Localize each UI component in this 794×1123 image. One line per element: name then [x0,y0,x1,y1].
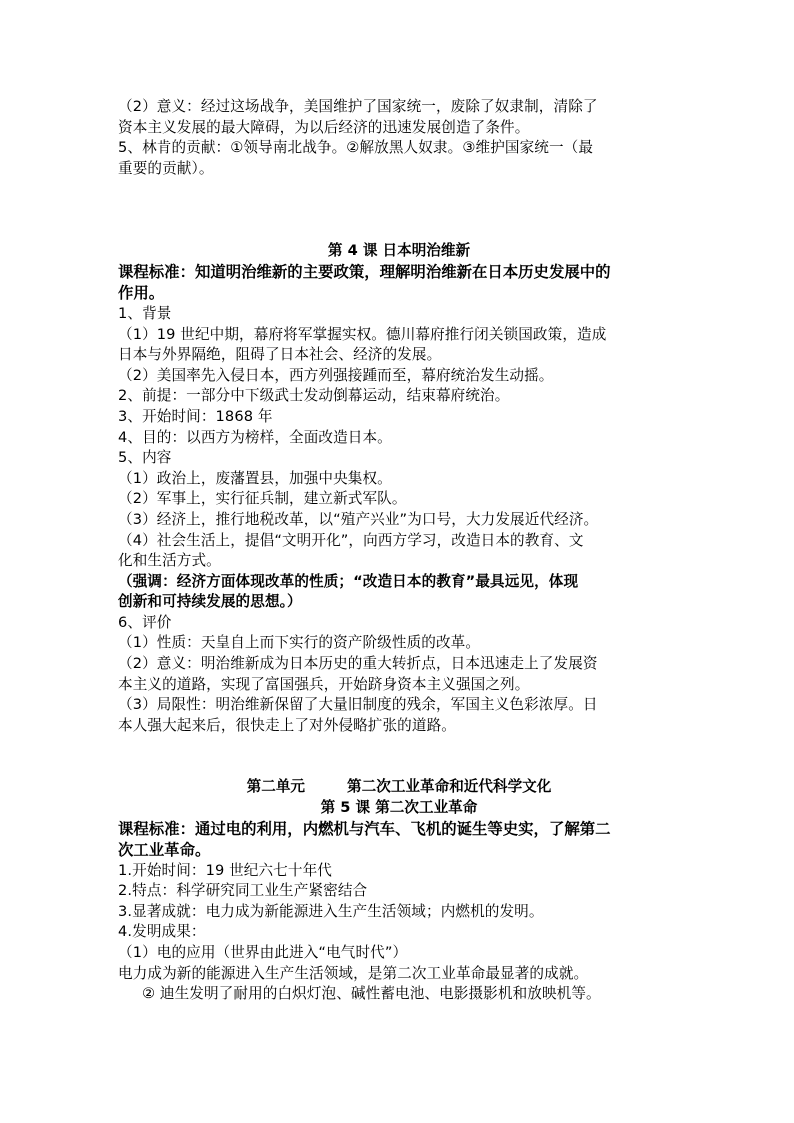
text-line: 2、前提：一部分中下级武士发动倒幕运动，结束幕府统治。 [118,387,510,405]
text-line: 2.特点：科学研究同工业生产紧密结合 [118,882,368,900]
emphasis-line: （强调：经济方面体现改革的性质；“改造日本的教育”最具远见，体现 [118,572,579,590]
text-line: 3.显著成就：电力成为新能源进入生产生活领域；内燃机的发明。 [118,902,544,920]
text-line: 1.开始时间：19 世纪六七十年代 [118,861,332,879]
text-line: （2）军事上，实行征兵制，建立新式军队。 [118,490,407,508]
text-line: 4、目的：以西方为榜样，全面改造日本。 [118,428,392,446]
lesson-4-title: 第 4 课 日本明治维新 [327,242,471,260]
prev-section [118,97,680,179]
text-line: （3）经济上，推行地税改革，以“殖产兴业”为口号，大力发展近代经济。 [118,510,599,528]
lesson-4-standard-line: 作用。 [118,283,165,302]
lesson-5-standard-line: 课程标准：通过电的利用，内燃机与汽车、飞机的诞生等史实，了解第二 [118,819,611,838]
lesson-4-standard-line: 课程标准：知道明治维新的主要政策，理解明治维新在日本历史发展中的 [118,262,611,281]
text-line: 日本与外界隔绝，阻碍了日本社会、经济的发展。 [118,346,442,364]
text-line: 本主义的道路，实现了富国强兵，开始跻身资本主义强国之列。 [118,675,530,693]
text-line: （1）电的应用（世界由此进入“电气时代”） [118,944,408,961]
spacer [118,736,680,777]
text-line: 5、内容 [118,449,172,467]
unit-label: 第二单元 [246,778,306,796]
text-line: 1、背景 [118,304,172,322]
unit-2-section [118,777,680,1004]
lesson-5-title: 第 5 课 第二次工业革命 [320,799,478,817]
text-line: 5、林肯的贡献：①领导南北战争。②解放黑人奴隶。③维护国家统一（最 [118,139,594,157]
lesson-4-section [118,241,680,736]
text-line: 6、评价 [118,613,172,631]
text-line: （1）性质：天皇自上而下实行的资产阶级性质的改革。 [118,634,481,652]
text-line: （2）意义：经过这场战争，美国维护了国家统一，废除了奴隶制，清除了 [118,98,598,115]
text-line: （4）社会生活上，提倡“文明开化”，向西方学习，改造日本的教育、文 [118,531,584,549]
document-content [118,97,680,1005]
text-line: 3、开始时间：1868 年 [118,407,273,425]
text-line: （3）局限性：明治维新保留了大量旧制度的残余，军国主义色彩浓厚。日 [118,696,598,714]
unit-2-title [118,777,680,798]
text-line: 资本主义发展的最大障碍，为以后经济的迅速发展创造了条件。 [118,118,530,136]
text-line: 4.发明成果： [118,923,206,941]
emphasis-line: 创新和可持续发展的思想。） [118,593,302,611]
text-line: 电力成为新的能源进入生产生活领域，是第二次工业革命最显著的成就。 [118,964,589,982]
spacer [118,179,680,241]
text-line: （2）意义：明治维新成为日本历史的重大转折点，日本迅速走上了发展资 [118,655,598,673]
text-line: （1）19 世纪中期，幕府将军掌握实权。德川幕府推行闭关锁国政策，造成 [118,325,607,343]
text-line: （2）美国率先入侵日本，西方列强接踵而至，幕府统治发生动摇。 [118,366,554,384]
text-line: ② 迪生发明了耐用的白炽灯泡、碱性蓄电池、电影摄影机和放映机等。 [142,985,601,1003]
text-line: （1）政治上，废藩置县，加强中央集权。 [118,469,392,487]
text-line: 本人强大起来后，很快走上了对外侵略扩张的道路。 [118,716,456,734]
lesson-5-standard-line: 次工业革命。 [118,840,211,859]
unit-name: 第二次工业革命和近代科学文化 [347,778,552,796]
text-line: 化和生活方式。 [118,552,221,570]
text-line: 重要的贡献）。 [118,159,214,177]
